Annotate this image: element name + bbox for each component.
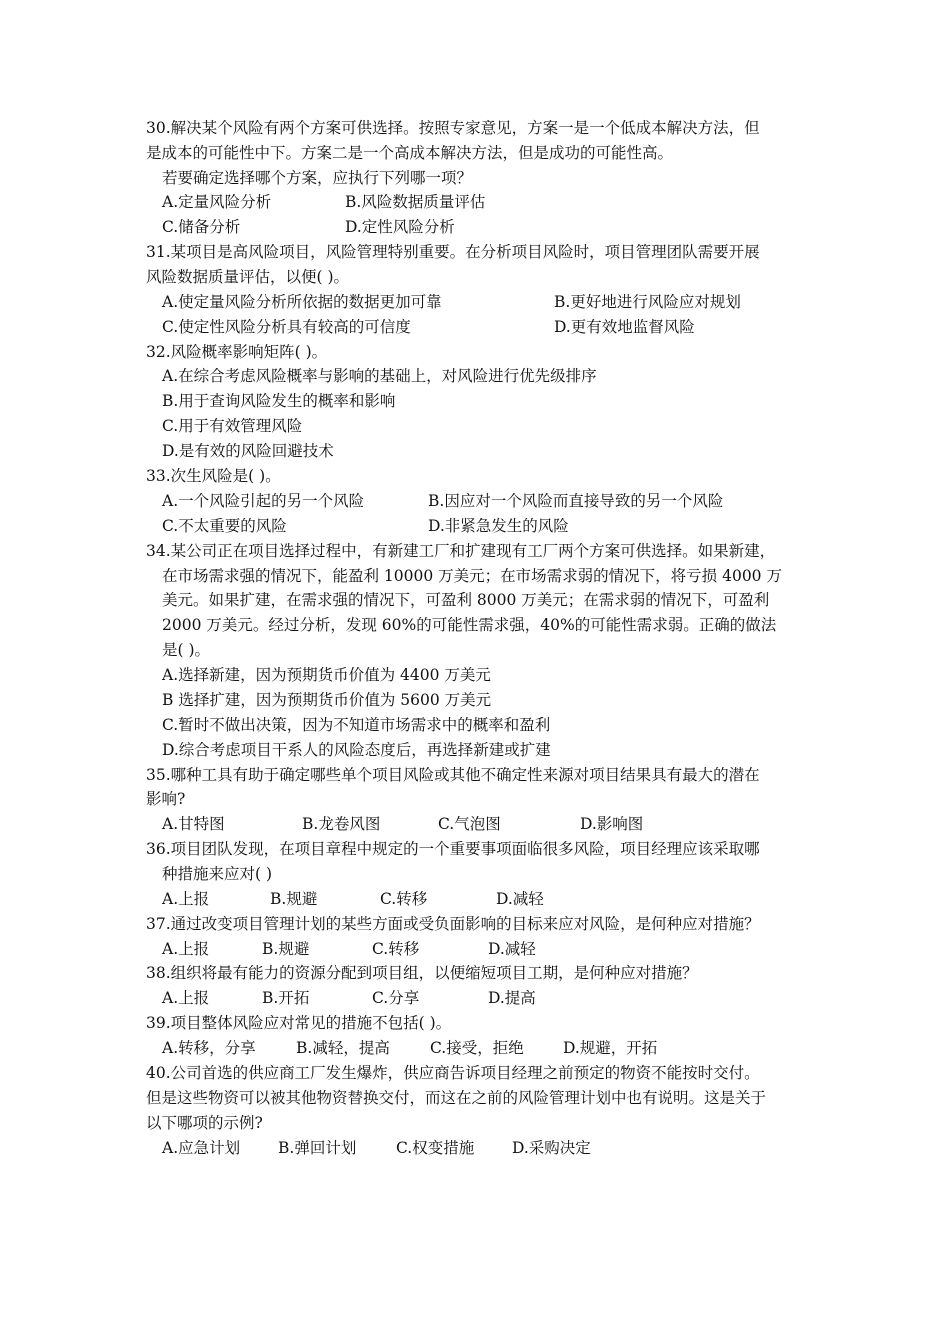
question-40-line-3: 以下哪项的示例?: [146, 1114, 263, 1132]
question-37-option-b: B.规避: [262, 940, 310, 958]
question-31-line-1: 31.某项目是高风险项目，风险管理特别重要。在分析项目风险时，项目管理团队需要开展: [146, 243, 760, 261]
question-34-line-4: 2000 万美元。经过分析，发现 60%的可能性需求强，40%的可能性需求弱。正确的做法: [162, 616, 777, 634]
question-34-line-5: 是( )。: [162, 641, 211, 659]
question-35-option-d: D.影响图: [580, 815, 644, 833]
question-32-option-c: C.用于有效管理风险: [162, 417, 303, 435]
question-35-line-2: 影响?: [146, 790, 186, 808]
question-37-option-d: D.减轻: [488, 940, 536, 958]
question-37-option-c: C.转移: [372, 940, 420, 958]
question-35-option-a: A.甘特图: [162, 815, 225, 833]
question-31-option-a: A.使定量风险分析所依据的数据更加可靠: [162, 293, 442, 311]
question-36-option-a: A.上报: [162, 890, 210, 908]
question-40-line-2: 但是这些物资可以被其他物资替换交付，而这在之前的风险管理计划中也有说明。这是关于: [146, 1089, 767, 1107]
question-40-option-c: C.权变措施: [396, 1139, 475, 1157]
question-34-line-1: 34.某公司正在项目选择过程中，有新建工厂和扩建现有工厂两个方案可供选择。如果新建，: [146, 542, 776, 560]
question-30-line-3: 若要确定选择哪个方案，应执行下列哪一项？: [162, 169, 473, 187]
question-35-option-b: B.龙卷风图: [302, 815, 381, 833]
question-38-option-b: B.开拓: [262, 989, 310, 1007]
question-35-option-c: C.气泡图: [438, 815, 501, 833]
question-34-line-2: 在市场需求强的情况下，能盈利 10000 万美元；在市场需求弱的情况下，将亏损 4000 万: [162, 567, 782, 585]
question-30-line-1: 30.解决某个风险有两个方案可供选择。按照专家意见，方案一是一个低成本解决方法，但: [146, 119, 760, 137]
question-34-line-3: 美元。如果扩建，在需求强的情况下，可盈利 8000 万美元；在需求弱的情况下，可盈利: [162, 591, 770, 609]
question-30-option-c: C.储备分析: [162, 218, 241, 236]
question-33-option-d: D.非紧急发生的风险: [428, 517, 569, 535]
question-39-option-a: A.转移，分享: [162, 1039, 256, 1057]
question-40-option-d: D.采购决定: [512, 1139, 591, 1157]
question-39-option-d: D.规避，开拓: [563, 1039, 658, 1057]
question-33-option-b: B.因应对一个风险而直接导致的另一个风险: [428, 492, 724, 510]
question-32-option-d: D.是有效的风险回避技术: [162, 442, 334, 460]
question-36-option-b: B.规避: [270, 890, 318, 908]
question-35-line-1: 35.哪种工具有助于确定哪些单个项目风险或其他不确定性来源对项目结果具有最大的潜在: [146, 766, 760, 784]
question-30-line-2: 是成本的可能性中下。方案二是一个高成本解决方法，但是成功的可能性高。: [146, 144, 674, 162]
question-36-line-2: 种措施来应对( ): [162, 865, 273, 883]
question-40-line-1: 40.公司首选的供应商工厂发生爆炸，供应商告诉项目经理之前预定的物资不能按时交付。: [146, 1064, 760, 1082]
question-30-option-b: B.风险数据质量评估: [345, 193, 486, 211]
question-32-option-b: B.用于查询风险发生的概率和影响: [162, 392, 396, 410]
question-31-line-2: 风险数据质量评估，以便( )。: [146, 268, 350, 286]
question-34-option-b: B 选择扩建，因为预期货币价值为 5600 万美元: [162, 691, 492, 709]
question-40-option-a: A.应急计划: [162, 1139, 241, 1157]
question-39-option-c: C.接受，拒绝: [430, 1039, 524, 1057]
question-40-option-b: B.弹回计划: [278, 1139, 357, 1157]
question-34-option-a: A.选择新建，因为预期货币价值为 4400 万美元: [162, 666, 491, 684]
question-32-option-a: A.在综合考虑风险概率与影响的基础上，对风险进行优先级排序: [162, 367, 597, 385]
question-38-option-c: C.分享: [372, 989, 420, 1007]
question-34-option-d: D.综合考虑项目干系人的风险态度后，再选择新建或扩建: [162, 741, 551, 759]
question-31-option-c: C.使定性风险分析具有较高的可信度: [162, 318, 411, 336]
question-34-option-c: C.暂时不做出决策，因为不知道市场需求中的概率和盈利: [162, 716, 551, 734]
question-37-line-1: 37.通过改变项目管理计划的某些方面或受负面影响的目标来应对风险，是何种应对措施？: [146, 915, 760, 933]
question-33-line-1: 33.次生风险是( )。: [146, 467, 281, 485]
question-32-line-1: 32.风险概率影响矩阵( )。: [146, 343, 328, 361]
question-30-option-a: A.定量风险分析: [162, 193, 272, 211]
question-38-line-1: 38.组织将最有能力的资源分配到项目组，以便缩短项目工期，是何种应对措施？: [146, 964, 698, 982]
question-38-option-d: D.提高: [488, 989, 536, 1007]
question-30-option-d: D.定性风险分析: [345, 218, 455, 236]
question-33-option-a: A.一个风险引起的另一个风险: [162, 492, 365, 510]
question-33-option-c: C.不太重要的风险: [162, 517, 287, 535]
question-36-option-d: D.减轻: [496, 890, 544, 908]
question-39-line-1: 39.项目整体风险应对常见的措施不包括( )。: [146, 1014, 452, 1032]
question-37-option-a: A.上报: [162, 940, 210, 958]
question-39-option-b: B.减轻，提高: [296, 1039, 390, 1057]
question-31-option-b: B.更好地进行风险应对规划: [554, 293, 741, 311]
question-36-option-c: C.转移: [380, 890, 428, 908]
question-38-option-a: A.上报: [162, 989, 210, 1007]
question-36-line-1: 36.项目团队发现，在项目章程中规定的一个重要事项面临很多风险，项目经理应该采取哪: [146, 840, 760, 858]
question-31-option-d: D.更有效地监督风险: [554, 318, 695, 336]
